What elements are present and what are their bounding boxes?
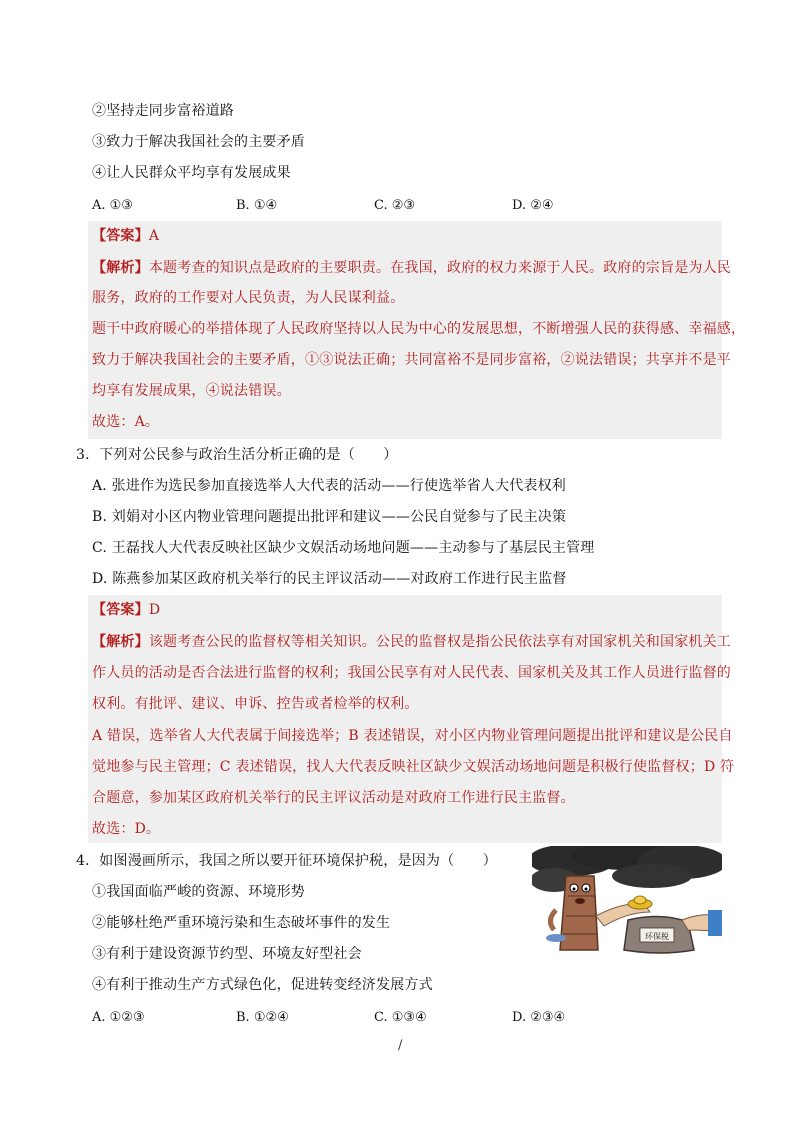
q4-statement-2: ②能够杜绝严重环境污染和生态破坏事件的发生 xyxy=(92,915,391,931)
q4-option-a: A. ①②③ xyxy=(92,1010,145,1025)
q3-option-d: D. 陈燕参加某区政府机关举行的民主评议活动——对政府工作进行民主监督 xyxy=(92,571,567,587)
q4-option-c: C. ①③④ xyxy=(374,1010,427,1025)
environment-tax-cartoon xyxy=(532,846,722,956)
q2-option-c: C. ②③ xyxy=(374,198,416,213)
q2-analysis-line-4: 致力于解决我国社会的主要矛盾，①③说法正确；共同富裕不是同步富裕，②说法错误；共享并不是平 xyxy=(92,352,731,368)
q3-analysis-line-6: 合题意，参加某区政府机关举行的民主评议活动是对政府工作进行民主监督。 xyxy=(92,790,575,806)
smoke-cloud xyxy=(532,846,722,892)
answer-tag: 【答案】 xyxy=(92,228,149,244)
q4-statement-4: ④有利于推动生产方式绿色化，促进转变经济发展方式 xyxy=(92,977,433,993)
q3-analysis-line-3: 权利。有批评、建议、申诉、控告或者检举的权利。 xyxy=(92,696,419,712)
q4-option-d: D. ②③④ xyxy=(512,1010,566,1025)
q2-statement-3: ③致力于解决我国社会的主要矛盾 xyxy=(92,134,305,150)
q2-analysis-line-2: 服务，政府的工作要对人民负责，为人民谋利益。 xyxy=(92,290,405,306)
q3-analysis-line-5: 觉地参与民主管理；C 表述错误，找人大代表反映社区缺少文娱活动场地问题是积极行使监督权；D 符 xyxy=(92,759,735,775)
q2-option-d: D. ②④ xyxy=(512,198,554,213)
q3-stem: 3．下列对公民参与政治生活分析正确的是（ ） xyxy=(76,447,398,463)
q4-stem: 4．如图漫画所示，我国之所以要开征环境保护税，是因为（ ） xyxy=(76,853,497,869)
q2-option-a: A. ①③ xyxy=(92,198,133,213)
answer-tag: 【答案】 xyxy=(92,602,149,618)
page-footer-mark: / xyxy=(398,1038,403,1053)
q2-statement-4: ④让人民群众平均享有发展成果 xyxy=(92,165,291,181)
q2-statement-2: ②坚持走同步富裕道路 xyxy=(92,103,234,119)
q2-analysis-line-3: 题干中政府暖心的举措体现了人民政府坚持以人民为中心的发展思想，不断增强人民的获得感、幸福感， xyxy=(92,321,746,337)
q3-analysis-line-2: 作人员的活动是否合法进行监督的权利；我国公民享有对人民代表、国家机关及其工作人员进行监督的 xyxy=(92,665,731,681)
analysis-tag: 【解析】 xyxy=(92,260,149,276)
q4-statement-3: ③有利于建设资源节约型、环境友好型社会 xyxy=(92,946,362,962)
q2-analysis-line-1 xyxy=(92,258,731,278)
q4-statement-1: ①我国面临严峻的资源、环境形势 xyxy=(92,884,305,900)
analysis-text: 该题考查公民的监督权等相关知识。公民的监督权是指公民依法享有对国家机关和国家机关工 xyxy=(148,634,732,650)
analysis-text: 本题考查的知识点是政府的主要职责。在我国，政府的权力来源于人民。政府的宗旨是为人民 xyxy=(148,260,732,276)
q2-analysis-line-5: 均享有发展成果，④说法错误。 xyxy=(92,383,291,399)
q4-option-b: B. ①②④ xyxy=(236,1010,289,1025)
q2-choice: 故选：A。 xyxy=(92,414,160,430)
answer-value: A xyxy=(148,228,160,244)
q2-answer xyxy=(92,226,159,246)
answer-value: D xyxy=(148,602,161,618)
q3-choice: 故选：D。 xyxy=(92,821,161,837)
sack-label: 环保税 xyxy=(645,932,669,941)
q3-option-b: B. 刘娟对小区内物业管理问题提出批评和建议——公民自觉参与了民主决策 xyxy=(92,509,567,525)
analysis-tag: 【解析】 xyxy=(92,634,149,650)
q3-option-c: C. 王磊找人大代表反映社区缺少文娱活动场地问题——主动参与了基层民主管理 xyxy=(92,540,595,556)
q3-analysis-line-4: A 错误，选举省人大代表属于间接选举；B 表述错误，对小区内物业管理问题提出批评和建议是公民自 xyxy=(92,728,733,744)
q3-answer xyxy=(92,600,160,620)
q3-option-a: A. 张进作为选民参加直接选举人大代表的活动——行使选举省人大代表权利 xyxy=(92,478,567,494)
q2-option-b: B. ①④ xyxy=(236,198,278,213)
q3-analysis-line-1 xyxy=(92,632,731,652)
